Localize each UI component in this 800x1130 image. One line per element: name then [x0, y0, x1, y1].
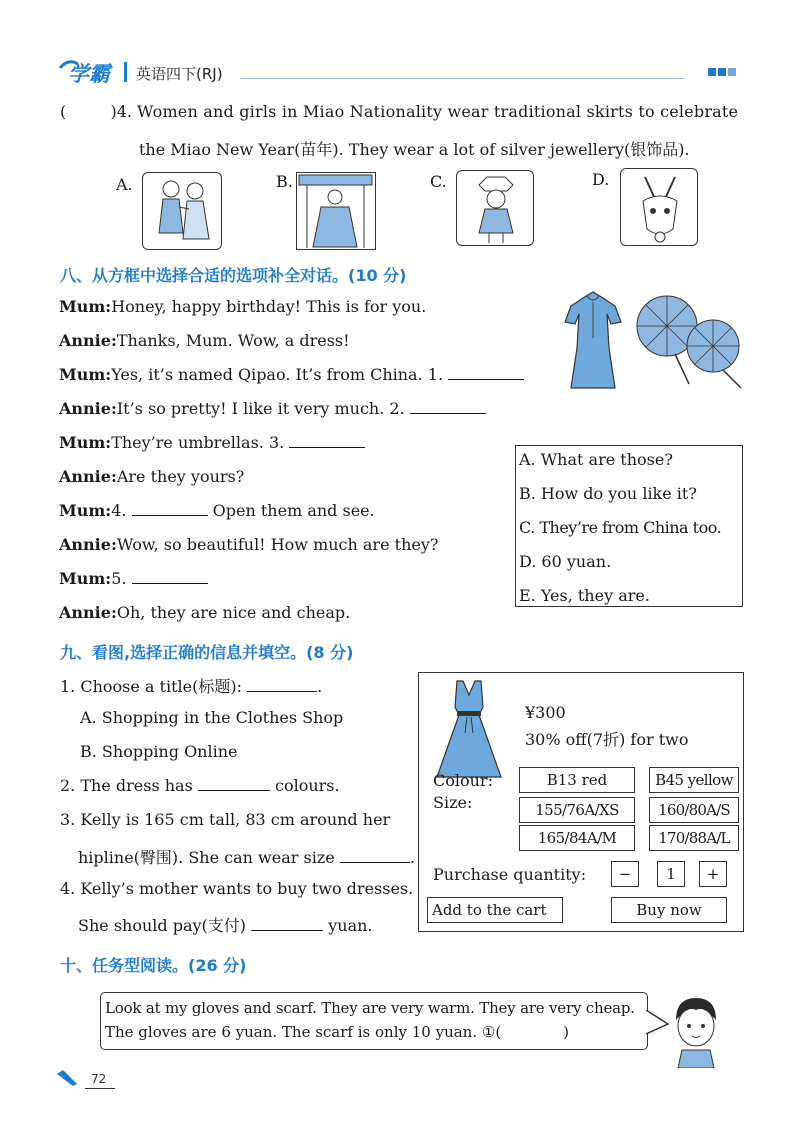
s9-q4-blank[interactable]	[251, 917, 323, 931]
colour-option-yellow[interactable]: B45 yellow	[649, 767, 739, 793]
s9-q1-blank[interactable]	[247, 678, 317, 692]
bubble-line2: The gloves are 6 yuan. The scarf is only 10 yuan. ①( )	[105, 1023, 570, 1041]
answer-blank-2[interactable]	[410, 400, 486, 414]
bubble-tail-icon	[646, 1010, 670, 1040]
q4-paren-open: (	[60, 102, 67, 121]
answer-blank-4[interactable]	[132, 502, 208, 516]
dragon-mask-icon	[621, 169, 698, 246]
s9-q2-blank[interactable]	[198, 777, 270, 791]
colour-option-red[interactable]: B13 red	[519, 767, 635, 793]
footer	[55, 1068, 135, 1094]
size-option-m[interactable]: 165/84A/M	[519, 825, 635, 851]
size-label: Size:	[433, 793, 473, 812]
quantity-plus-button[interactable]: +	[699, 861, 727, 887]
answer-blank-5[interactable]	[132, 570, 208, 584]
answer-blank-3[interactable]	[289, 434, 365, 448]
choices-box	[515, 445, 743, 607]
option-b-image	[296, 172, 376, 250]
dialogue-line: Mum:Honey, happy birthday! This is for you.	[59, 297, 427, 316]
book-title: 英语四下(RJ)	[136, 65, 223, 83]
q4-option-d-label: D.	[592, 170, 610, 189]
dancing-couple-icon	[143, 173, 222, 250]
q4-paren-close: )	[110, 102, 117, 121]
size-option-xs[interactable]: 155/76A/XS	[519, 797, 635, 823]
footer-rule	[85, 1088, 115, 1089]
colour-label: Colour:	[433, 771, 493, 790]
q4-text-line2: the Miao New Year(苗年). They wear a lot of silver jewellery(银饰品).	[139, 140, 690, 159]
logo-text: 学霸	[68, 62, 110, 86]
choice-d: D. 60 yuan.	[519, 552, 612, 571]
shop-price: ¥300	[525, 703, 566, 722]
boy-avatar	[668, 994, 724, 1068]
speech-bubble	[100, 992, 648, 1050]
add-to-cart-button[interactable]: Add to the cart	[427, 897, 563, 923]
choice-b: B. How do you like it?	[519, 484, 697, 503]
s9-q4-line2: She should pay(支付) yuan.	[78, 916, 373, 935]
dialogue-line: Annie:Thanks, Mum. Wow, a dress!	[59, 331, 350, 350]
quantity-label: Purchase quantity:	[433, 865, 587, 884]
dialogue-line: Mum:5.	[59, 569, 208, 588]
shop-discount: 30% off(7折) for two	[525, 730, 689, 749]
s9-q1-option-b: B. Shopping Online	[80, 742, 238, 761]
quantity-value[interactable]: 1	[657, 861, 685, 887]
header-rule	[240, 78, 685, 79]
section10-title: 十、任务型阅读。(26 分)	[60, 956, 247, 975]
brand-logo	[58, 58, 128, 86]
s9-q3-line1: 3. Kelly is 165 cm tall, 83 cm around her	[60, 810, 391, 829]
section9-title: 九、看图,选择正确的信息并填空。(8 分)	[60, 643, 354, 662]
logo-divider	[124, 62, 127, 82]
dialogue-line: Annie:Oh, they are nice and cheap.	[59, 603, 351, 622]
dialogue-line: Mum:They’re umbrellas. 3.	[59, 433, 365, 452]
miao-girl-icon	[457, 171, 534, 246]
bubble-line1: Look at my gloves and scarf. They are very warm. They are very cheap.	[105, 999, 635, 1017]
size-option-l[interactable]: 170/88A/L	[649, 825, 739, 851]
q4-number: 4.	[116, 102, 132, 121]
option-d-image	[620, 168, 698, 246]
q4-option-c-label: C.	[430, 172, 447, 191]
q4-option-b-label: B.	[276, 172, 293, 191]
section8-title: 八、从方框中选择合适的选项补全对话。(10 分)	[60, 266, 407, 285]
shop-panel	[418, 672, 744, 932]
qipao-umbrella-illustration	[555, 288, 745, 393]
umbrella-2-icon	[687, 320, 741, 388]
pen-icon	[55, 1068, 81, 1090]
q4-text-line1: Women and girls in Miao Nationality wear traditional skirts to celebrate	[137, 102, 739, 121]
s9-q1: 1. Choose a title(标题): .	[60, 677, 323, 696]
dialogue-line: Mum:4. Open them and see.	[59, 501, 375, 520]
s9-q4-line1: 4. Kelly’s mother wants to buy two dresses.	[60, 879, 414, 898]
choice-c: C. They’re from China too.	[519, 518, 722, 537]
answer-blank-1[interactable]	[448, 366, 524, 380]
size-option-s[interactable]: 160/80A/S	[649, 797, 739, 823]
dialogue-line: Annie:Are they yours?	[59, 467, 245, 486]
option-a-image	[142, 172, 222, 250]
option-c-image	[456, 170, 534, 246]
buy-now-button[interactable]: Buy now	[611, 897, 727, 923]
page-number: 72	[91, 1072, 107, 1086]
q4-line1	[60, 102, 760, 121]
s9-q3-line2: hipline(臀围). She can wear size .	[78, 848, 415, 867]
choice-e: E. Yes, they are.	[519, 586, 650, 605]
lunar-new-year-girl-icon	[297, 173, 374, 248]
q4-option-a-label: A.	[116, 175, 133, 194]
s9-q3-blank[interactable]	[340, 849, 410, 863]
choice-a: A. What are those?	[519, 450, 673, 469]
header-squares-icon	[708, 68, 738, 77]
dialogue-line: Annie:It’s so pretty! I like it very much. 2.	[59, 399, 486, 418]
s9-q2: 2. The dress has colours.	[60, 776, 340, 795]
qipao-icon	[555, 288, 745, 393]
dialogue-line: Annie:Wow, so beautiful! How much are they?	[59, 535, 439, 554]
dialogue-line: Mum:Yes, it’s named Qipao. It’s from China. 1.	[59, 365, 524, 384]
s9-q1-option-a: A. Shopping in the Clothes Shop	[80, 708, 344, 727]
quantity-minus-button[interactable]: −	[611, 861, 639, 887]
header-bar	[40, 58, 760, 88]
